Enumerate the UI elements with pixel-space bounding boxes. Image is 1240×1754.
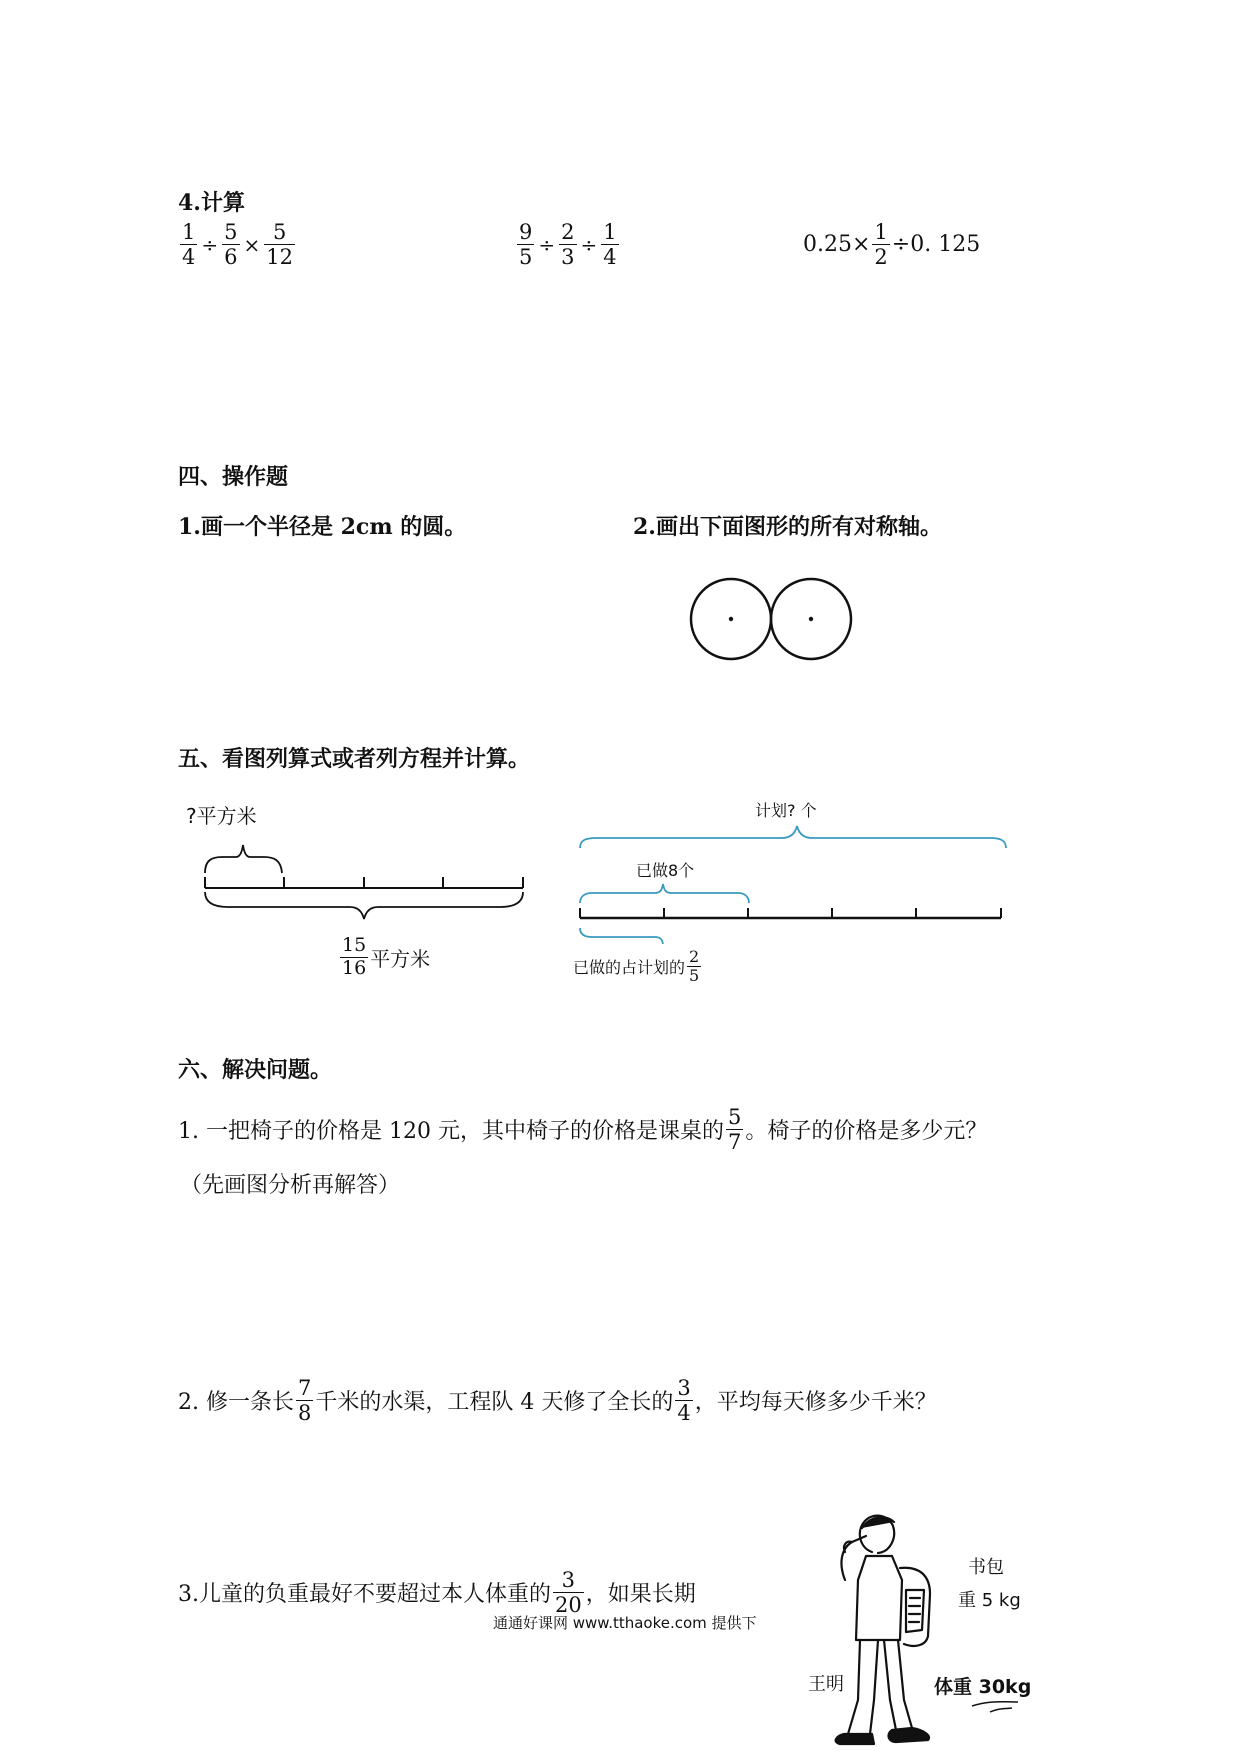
fraction: $\frac{5}{7}$ bbox=[727, 1105, 742, 1155]
fraction: $\frac{1}{4}$ bbox=[603, 220, 617, 270]
diagram-left-top-label: ?平方米 bbox=[186, 804, 257, 828]
fraction: $\frac{9}{5}$ bbox=[519, 220, 533, 270]
fraction: $\frac{1}{2}$ bbox=[874, 220, 888, 270]
solve-question-1-note: （先画图分析再解答） bbox=[180, 1173, 401, 1198]
calc-expression-2: $\frac{9}{5}$ ÷ $\frac{2}{3}$ ÷ $\frac{1}{4}$ bbox=[519, 220, 617, 270]
bag-label-1: 书包 bbox=[968, 1557, 1004, 1578]
diagram-right-top-label: 计划? 个 bbox=[755, 801, 817, 820]
solve-question-1: 1. 一把椅子的价格是 120 元，其中椅子的价格是课桌的 $\frac{5}{7}$ 。椅子的价格是多少元？ bbox=[178, 1105, 988, 1155]
fraction: $\frac{5}{12}$ bbox=[266, 220, 294, 270]
fraction: $\frac{1}{4}$ bbox=[182, 220, 196, 270]
section-solve-title: 六、解决问题。 bbox=[178, 1057, 333, 1083]
section-diagram-title: 五、看图列算式或者列方程并计算。 bbox=[178, 746, 531, 772]
section-calc-title: 4.计算 bbox=[178, 190, 245, 216]
fraction: $\frac{5}{6}$ bbox=[224, 220, 238, 270]
ops-question-2: 2.画出下面图形的所有对称轴。 bbox=[633, 514, 942, 540]
bag-label-2: 重 5 kg bbox=[958, 1590, 1021, 1611]
solve-question-3: 3.儿童的负重最好不要超过本人体重的 $\frac{3}{20}$ ，如果长期 bbox=[178, 1568, 696, 1618]
fraction: $\frac{7}{8}$ bbox=[297, 1376, 312, 1426]
boy-name-label: 王明 bbox=[808, 1674, 844, 1695]
fraction: $\frac{3}{20}$ bbox=[555, 1568, 582, 1618]
ops-question-1: 1.画一个半径是 2cm 的圆。 bbox=[178, 514, 467, 540]
footer-text: 通通好课网 www.tthaoke.com 提供下 bbox=[493, 1614, 757, 1632]
section-ops-title: 四、操作题 bbox=[178, 464, 289, 490]
diagram-right-done-label: 已做8个 bbox=[636, 861, 695, 880]
fraction: $\frac{3}{4}$ bbox=[677, 1376, 691, 1426]
solve-question-2: 2. 修一条长 $\frac{7}{8}$ 千米的水渠，工程队 4 天修了全长的 $\frac{3}{4}$ ，平均每天修多少千米？ bbox=[178, 1376, 937, 1426]
calc-expression-1: $\frac{1}{4}$ ÷ $\frac{5}{6}$ × $\frac{5}{12}$ bbox=[182, 220, 294, 270]
fraction: $\frac{15}{16}$ bbox=[342, 934, 367, 979]
diagram-left-bottom-label: $\frac{15}{16}$ 平方米 bbox=[342, 934, 431, 979]
fraction: $\frac{2}{3}$ bbox=[561, 220, 575, 270]
boy-weight-label: 体重 30kg bbox=[934, 1676, 1032, 1698]
calc-expression-3: 0.25× $\frac{1}{2}$ ÷0. 125 bbox=[803, 220, 981, 270]
fraction: $\frac{2}{5}$ bbox=[689, 947, 700, 986]
diagram-right-bottom-label: 已做的占计划的 $\frac{2}{5}$ bbox=[573, 947, 700, 986]
